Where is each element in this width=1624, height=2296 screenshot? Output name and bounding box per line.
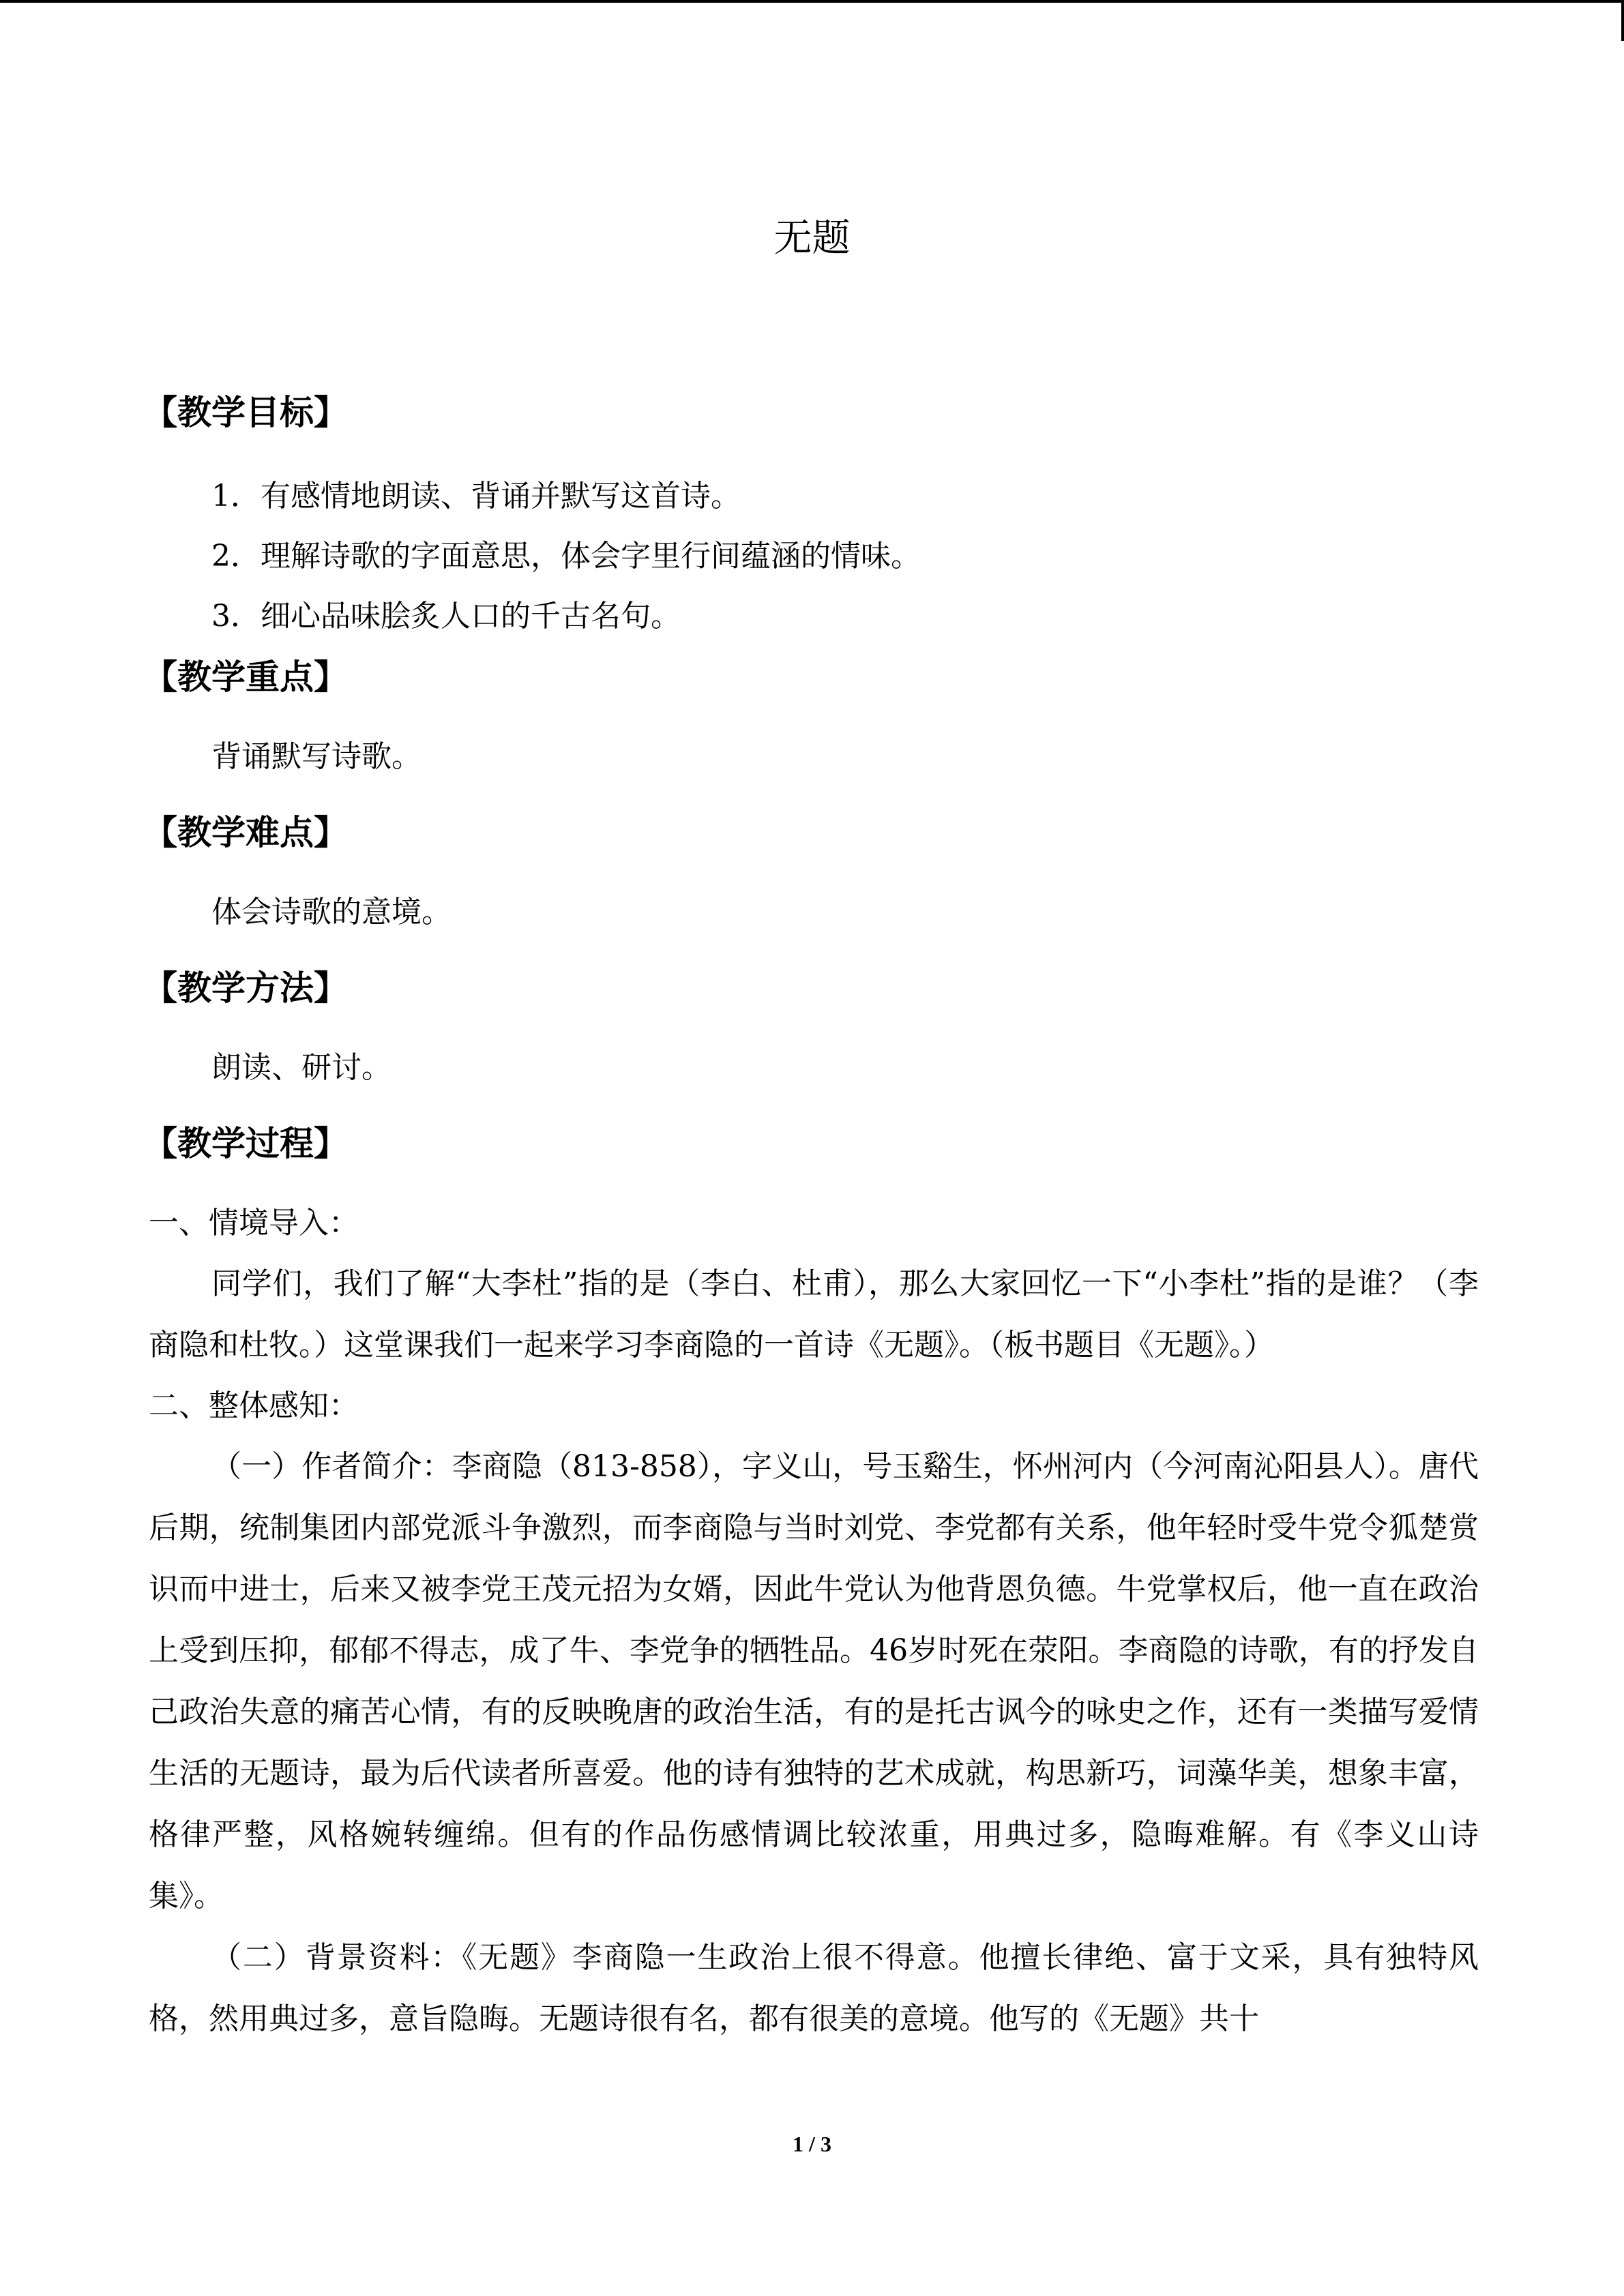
heading-focus: 【教学重点】 bbox=[143, 657, 348, 697]
document-title: 无题 bbox=[773, 216, 851, 260]
page-right-border bbox=[1621, 0, 1624, 41]
heading-difficulty: 【教学难点】 bbox=[143, 813, 348, 852]
heading-process: 【教学过程】 bbox=[143, 1124, 348, 1163]
goal-item-1: 1．有感情地朗读、背诵并默写这首诗。 bbox=[211, 479, 741, 513]
author-intro-text: （一）作者简介：李商隐（813-858），字义山，号玉谿生，怀州河内（今河南沁阳县人）。唐代后期，统制集团内部党派斗争激烈，而李商隐与当时刘党、李党都有关系，他年轻时受牛党令狐楚赏识而中进士，后来又被李党王茂元招为女婿，因此牛党认为他背恩负德。牛党掌权后，他一直在政治上受到压抑，郁郁不得志，成了牛、李党争的牺牲品。46岁时死在荥阳。李商隐的诗歌，有的抒发自己政治失意的痛苦心情，有的反映晚唐的政治生活，有的是托古讽今的咏史之作，还有一类描写爱情生活的无题诗，最为后代读者所喜爱。他的诗有独特的艺术成就，构思新巧，词藻华美，想象丰富，格律严整，风格婉转缠绵。但有的作品伤感情调比较浓重，用典过多，隐晦难解。有《李义山诗集》。 bbox=[149, 1449, 1479, 1913]
heading-goals: 【教学目标】 bbox=[143, 393, 348, 432]
focus-text: 背诵默写诗歌。 bbox=[211, 739, 422, 774]
heading-methods: 【教学方法】 bbox=[143, 968, 348, 1008]
methods-text: 朗读、研讨。 bbox=[211, 1050, 392, 1085]
page-top-border bbox=[0, 0, 1624, 3]
difficulty-text: 体会诗歌的意境。 bbox=[211, 895, 452, 929]
process-part2-title: 二、整体感知： bbox=[149, 1388, 359, 1423]
process-part1-text: 同学们，我们了解“大李杜”指的是（李白、杜甫），那么大家回忆一下“小李杜”指的是谁？（李商隐和杜牧。）这堂课我们一起来学习李商隐的一首诗《无题》。（板书题目《无题》。） bbox=[149, 1266, 1479, 1362]
goal-item-3: 3．细心品味脍炙人口的千古名句。 bbox=[211, 599, 681, 633]
document-body bbox=[143, 382, 1479, 2050]
process-part1-title: 一、情境导入： bbox=[149, 1206, 359, 1240]
goal-item-2: 2．理解诗歌的字面意思，体会字里行间蕴涵的情味。 bbox=[211, 539, 921, 573]
background-text: （二）背景资料：《无题》李商隐一生政治上很不得意。他擅长律绝、富于文采，具有独特风格，然用典过多，意旨隐晦。无题诗很有名，都有很美的意境。他写的《无题》共十 bbox=[149, 1940, 1479, 2036]
page-number: 1 / 3 bbox=[793, 2132, 831, 2156]
